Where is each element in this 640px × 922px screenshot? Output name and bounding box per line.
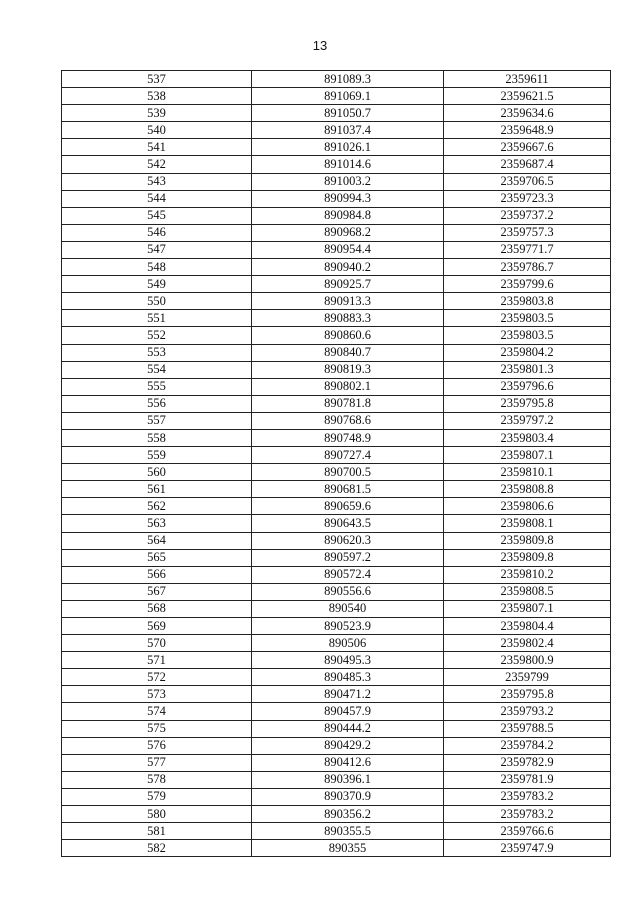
point-number-cell: 546 [62,224,252,241]
x-coordinate-cell: 890471.2 [252,686,444,703]
y-coordinate-cell: 2359803.4 [444,429,611,446]
table-row [62,686,611,703]
y-coordinate-cell: 2359611 [444,71,611,88]
table-row [62,156,611,173]
y-coordinate-cell: 2359621.5 [444,88,611,105]
y-coordinate-cell: 2359797.2 [444,412,611,429]
y-coordinate-cell: 2359766.6 [444,823,611,840]
table-row [62,737,611,754]
y-coordinate-cell: 2359808.1 [444,515,611,532]
x-coordinate-cell: 890748.9 [252,429,444,446]
y-coordinate-cell: 2359706.5 [444,173,611,190]
x-coordinate-cell: 891089.3 [252,71,444,88]
table-row [62,190,611,207]
x-coordinate-cell: 890429.2 [252,737,444,754]
point-number-cell: 576 [62,737,252,754]
x-coordinate-cell: 890572.4 [252,566,444,583]
table-row [62,788,611,805]
x-coordinate-cell: 890925.7 [252,276,444,293]
point-number-cell: 553 [62,344,252,361]
x-coordinate-cell: 890356.2 [252,806,444,823]
table-row [62,344,611,361]
y-coordinate-cell: 2359808.8 [444,481,611,498]
table-row [62,720,611,737]
point-number-cell: 555 [62,378,252,395]
table-row [62,361,611,378]
point-number-cell: 543 [62,173,252,190]
x-coordinate-cell: 890968.2 [252,224,444,241]
table-row [62,703,611,720]
table-row [62,122,611,139]
x-coordinate-cell: 890540 [252,600,444,617]
table-row [62,310,611,327]
x-coordinate-cell: 890954.4 [252,241,444,258]
point-number-cell: 545 [62,207,252,224]
point-number-cell: 572 [62,669,252,686]
table-row [62,429,611,446]
table-row [62,71,611,88]
x-coordinate-cell: 890457.9 [252,703,444,720]
y-coordinate-cell: 2359803.5 [444,327,611,344]
table-row [62,241,611,258]
table-row [62,105,611,122]
x-coordinate-cell: 890994.3 [252,190,444,207]
point-number-cell: 544 [62,190,252,207]
x-coordinate-cell: 890984.8 [252,207,444,224]
point-number-cell: 573 [62,686,252,703]
point-number-cell: 567 [62,583,252,600]
y-coordinate-cell: 2359796.6 [444,378,611,395]
y-coordinate-cell: 2359801.3 [444,361,611,378]
x-coordinate-cell: 890355.5 [252,823,444,840]
x-coordinate-cell: 890355 [252,840,444,857]
table-row [62,327,611,344]
x-coordinate-cell: 890802.1 [252,378,444,395]
x-coordinate-cell: 890370.9 [252,788,444,805]
table-row [62,566,611,583]
table-row [62,88,611,105]
point-number-cell: 566 [62,566,252,583]
point-number-cell: 539 [62,105,252,122]
y-coordinate-cell: 2359667.6 [444,139,611,156]
table-row [62,498,611,515]
y-coordinate-cell: 2359783.2 [444,788,611,805]
table-row [62,754,611,771]
point-number-cell: 577 [62,754,252,771]
table-row [62,600,611,617]
table-row [62,669,611,686]
point-number-cell: 574 [62,703,252,720]
y-coordinate-cell: 2359786.7 [444,259,611,276]
y-coordinate-cell: 2359737.2 [444,207,611,224]
table-row [62,806,611,823]
table-row [62,771,611,788]
table-row [62,532,611,549]
y-coordinate-cell: 2359803.5 [444,310,611,327]
y-coordinate-cell: 2359800.9 [444,652,611,669]
x-coordinate-cell: 890840.7 [252,344,444,361]
x-coordinate-cell: 890659.6 [252,498,444,515]
y-coordinate-cell: 2359782.9 [444,754,611,771]
x-coordinate-cell: 890485.3 [252,669,444,686]
table-row [62,395,611,412]
point-number-cell: 579 [62,788,252,805]
table-row [62,173,611,190]
table-row [62,207,611,224]
table-row [62,823,611,840]
y-coordinate-cell: 2359810.2 [444,566,611,583]
point-number-cell: 547 [62,241,252,258]
page-number: 13 [312,38,328,53]
point-number-cell: 540 [62,122,252,139]
table-row [62,447,611,464]
table-row [62,276,611,293]
x-coordinate-cell: 890412.6 [252,754,444,771]
x-coordinate-cell: 890495.3 [252,652,444,669]
point-number-cell: 563 [62,515,252,532]
y-coordinate-cell: 2359747.9 [444,840,611,857]
table-row [62,515,611,532]
y-coordinate-cell: 2359804.2 [444,344,611,361]
coordinates-table [61,70,611,857]
point-number-cell: 575 [62,720,252,737]
point-number-cell: 580 [62,806,252,823]
y-coordinate-cell: 2359771.7 [444,241,611,258]
y-coordinate-cell: 2359807.1 [444,600,611,617]
table-row [62,840,611,857]
table-row [62,583,611,600]
point-number-cell: 537 [62,71,252,88]
y-coordinate-cell: 2359795.8 [444,395,611,412]
x-coordinate-cell: 890768.6 [252,412,444,429]
table-row [62,139,611,156]
point-number-cell: 578 [62,771,252,788]
y-coordinate-cell: 2359793.2 [444,703,611,720]
point-number-cell: 571 [62,652,252,669]
y-coordinate-cell: 2359723.3 [444,190,611,207]
table-row [62,412,611,429]
x-coordinate-cell: 890506 [252,635,444,652]
x-coordinate-cell: 890940.2 [252,259,444,276]
y-coordinate-cell: 2359807.1 [444,447,611,464]
coordinates-table-body [62,71,611,857]
y-coordinate-cell: 2359687.4 [444,156,611,173]
x-coordinate-cell: 891050.7 [252,105,444,122]
point-number-cell: 564 [62,532,252,549]
x-coordinate-cell: 891026.1 [252,139,444,156]
point-number-cell: 568 [62,600,252,617]
point-number-cell: 557 [62,412,252,429]
point-number-cell: 554 [62,361,252,378]
y-coordinate-cell: 2359810.1 [444,464,611,481]
point-number-cell: 569 [62,618,252,635]
x-coordinate-cell: 890620.3 [252,532,444,549]
point-number-cell: 550 [62,293,252,310]
y-coordinate-cell: 2359806.6 [444,498,611,515]
x-coordinate-cell: 890781.8 [252,395,444,412]
point-number-cell: 552 [62,327,252,344]
x-coordinate-cell: 891037.4 [252,122,444,139]
point-number-cell: 541 [62,139,252,156]
table-row [62,635,611,652]
y-coordinate-cell: 2359803.8 [444,293,611,310]
point-number-cell: 551 [62,310,252,327]
x-coordinate-cell: 890700.5 [252,464,444,481]
point-number-cell: 538 [62,88,252,105]
table-row [62,549,611,566]
y-coordinate-cell: 2359783.2 [444,806,611,823]
x-coordinate-cell: 890396.1 [252,771,444,788]
x-coordinate-cell: 890444.2 [252,720,444,737]
y-coordinate-cell: 2359809.8 [444,549,611,566]
y-coordinate-cell: 2359804.4 [444,618,611,635]
point-number-cell: 582 [62,840,252,857]
x-coordinate-cell: 890819.3 [252,361,444,378]
x-coordinate-cell: 890556.6 [252,583,444,600]
x-coordinate-cell: 890681.5 [252,481,444,498]
y-coordinate-cell: 2359784.2 [444,737,611,754]
table-row [62,259,611,276]
table-row [62,618,611,635]
table-row [62,652,611,669]
x-coordinate-cell: 890597.2 [252,549,444,566]
y-coordinate-cell: 2359799.6 [444,276,611,293]
x-coordinate-cell: 890727.4 [252,447,444,464]
y-coordinate-cell: 2359795.8 [444,686,611,703]
point-number-cell: 558 [62,429,252,446]
point-number-cell: 561 [62,481,252,498]
x-coordinate-cell: 890913.3 [252,293,444,310]
table-row [62,293,611,310]
point-number-cell: 548 [62,259,252,276]
y-coordinate-cell: 2359802.4 [444,635,611,652]
point-number-cell: 562 [62,498,252,515]
point-number-cell: 556 [62,395,252,412]
x-coordinate-cell: 891003.2 [252,173,444,190]
point-number-cell: 549 [62,276,252,293]
table-row [62,481,611,498]
x-coordinate-cell: 891069.1 [252,88,444,105]
x-coordinate-cell: 890523.9 [252,618,444,635]
x-coordinate-cell: 890860.6 [252,327,444,344]
y-coordinate-cell: 2359809.8 [444,532,611,549]
point-number-cell: 570 [62,635,252,652]
y-coordinate-cell: 2359781.9 [444,771,611,788]
y-coordinate-cell: 2359648.9 [444,122,611,139]
y-coordinate-cell: 2359799 [444,669,611,686]
x-coordinate-cell: 890883.3 [252,310,444,327]
table-row [62,224,611,241]
table-row [62,378,611,395]
y-coordinate-cell: 2359788.5 [444,720,611,737]
point-number-cell: 560 [62,464,252,481]
point-number-cell: 542 [62,156,252,173]
x-coordinate-cell: 891014.6 [252,156,444,173]
point-number-cell: 581 [62,823,252,840]
y-coordinate-cell: 2359634.6 [444,105,611,122]
point-number-cell: 565 [62,549,252,566]
table-row [62,464,611,481]
x-coordinate-cell: 890643.5 [252,515,444,532]
y-coordinate-cell: 2359808.5 [444,583,611,600]
y-coordinate-cell: 2359757.3 [444,224,611,241]
point-number-cell: 559 [62,447,252,464]
